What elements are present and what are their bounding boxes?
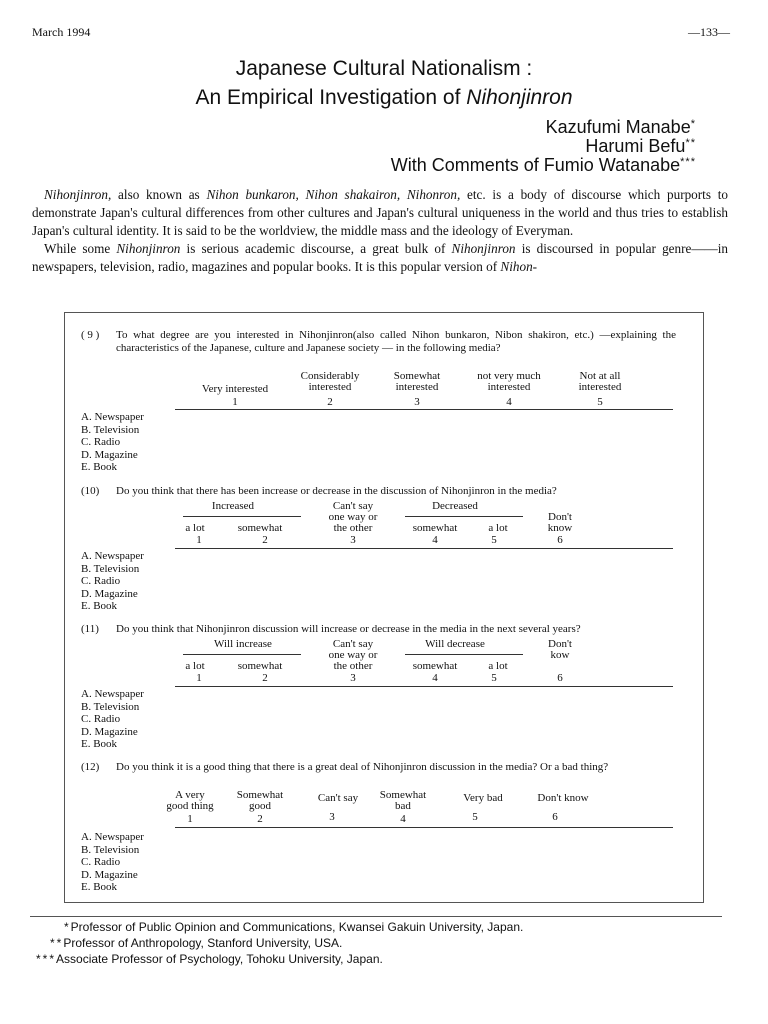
media-newspaper: A. Newspaper [81, 688, 144, 700]
q11-group-increase: Will increase [214, 638, 272, 650]
footnote-text: Associate Professor of Psychology, Tohoku University, Japan. [56, 952, 383, 966]
media-newspaper: A. Newspaper [81, 411, 144, 423]
q10-header-rule [175, 548, 673, 549]
footnote-mark: *** [36, 952, 57, 966]
q12-label-5: Very bad [463, 792, 503, 804]
media-radio: C. Radio [81, 575, 121, 588]
q11-sub-1: a lot [185, 660, 205, 672]
footnote-text: Professor of Anthropology, Stanford University, USA. [63, 936, 343, 950]
p2-segment: While some [44, 241, 117, 256]
q9-code-3: 3 [414, 396, 420, 408]
paper-title-line-2 [0, 86, 768, 110]
p2-segment: is serious academic discourse, a great bulk of [180, 241, 452, 256]
q9-text: To what degree are you interested in Nihonjinron(also called Nihon bunkaron, Nibon shakiron, etc.) —explaining the characteristics of the Japanese, culture and Japanese society — in the following media? [116, 329, 676, 354]
q11-middle-label: Can't say one way or the other [328, 638, 378, 672]
q11-increase-rule [183, 654, 301, 655]
media-television: B. Television [81, 700, 140, 713]
media-book: E. Book [81, 881, 118, 894]
q10-sub-5: a lot [488, 522, 508, 534]
q10-group-increased: Increased [211, 500, 255, 512]
media-newspaper: A. Newspaper [81, 550, 144, 562]
author-2 [585, 136, 696, 157]
q10-code-4: 4 [432, 534, 438, 546]
q11-last-label: Don't kow [548, 638, 572, 661]
footnote-mark: ** [50, 936, 64, 950]
q11-sub-4: somewhat [412, 660, 458, 672]
media-television: B. Television [81, 843, 140, 856]
q9-code-2: 2 [327, 396, 333, 408]
p1-segment: etc. is a body of discourse which purports to demonstrate Japan's cultural differences from other cultures and Japan's cultural uniqueness in the world and thus tries to establish Japan's cultural identity. It is said to be the worldview, the middle mass and the ideology of Everyman. [32, 187, 728, 238]
q12-media-list [81, 831, 144, 894]
paper-title-line-1: Japanese Cultural Nationalism : [235, 57, 533, 80]
q10-media-list [81, 550, 144, 613]
q10-text: Do you think that there has been increase or decrease in the discussion of Nihonjinron in the media? [116, 485, 557, 497]
q10-sub-1: a lot [185, 522, 205, 534]
q9-code-1: 1 [232, 396, 238, 408]
q10-code-5: 5 [491, 534, 497, 546]
q12-code-3: 3 [329, 811, 335, 823]
q12-label-4: Somewhat bad [379, 789, 427, 812]
p2-segment: is discoursed in popular genre——in newspapers, television, radio, magazines and popular books. It is this popular version of [32, 241, 728, 274]
page-number: —133— [688, 25, 730, 39]
author-3 [391, 155, 696, 176]
q11-media-list [81, 688, 144, 751]
q12-code-4: 4 [400, 813, 406, 825]
running-header-date: March 1994 [32, 25, 91, 39]
author-mark: * [690, 118, 696, 130]
q9-code-4: 4 [506, 396, 512, 408]
body-text [32, 186, 728, 276]
p2-segment: Nihonjinron [451, 241, 516, 256]
q9-label-3: Somewhat interested [393, 370, 441, 393]
footnote-3 [36, 952, 383, 966]
q11-number: (11) [81, 623, 99, 635]
media-book: E. Book [81, 738, 118, 751]
q10-sub-4: somewhat [412, 522, 458, 534]
footnote-mark: * [64, 920, 71, 934]
q10-code-1: 1 [196, 534, 202, 546]
q9-label-4: not very much interested [477, 370, 541, 393]
q10-code-3: 3 [350, 534, 356, 546]
q9-label-2: Considerably interested [300, 370, 360, 393]
q11-code-2: 2 [262, 672, 268, 684]
q12-label-2: Somewhat good [236, 789, 284, 812]
q12-code-2: 2 [257, 813, 263, 825]
footnote-rule [30, 916, 722, 917]
media-newspaper: A. Newspaper [81, 831, 144, 843]
media-book: E. Book [81, 461, 118, 474]
q10-decreased-rule [405, 516, 523, 517]
media-magazine: D. Magazine [81, 868, 138, 881]
media-magazine: D. Magazine [81, 725, 138, 738]
p1-segment: Nihonjinron, [44, 187, 112, 202]
q10-code-6: 6 [557, 534, 563, 546]
q11-code-6: 6 [557, 672, 563, 684]
p2-segment: Nihon- [500, 259, 538, 274]
p1-segment: Nihon bunkaron, Nihon shakairon, Nihonron, [206, 187, 461, 202]
q11-code-5: 5 [491, 672, 497, 684]
q9-code-5: 5 [597, 396, 603, 408]
media-radio: C. Radio [81, 713, 121, 726]
q10-last-label: Don't know [547, 511, 573, 534]
paragraph-1 [32, 186, 728, 240]
media-television: B. Television [81, 423, 140, 436]
q12-text: Do you think it is a good thing that there is a great deal of Nihonjinron discussion in the media? Or a bad thing? [116, 761, 609, 773]
author-1 [546, 117, 696, 138]
q11-code-3: 3 [350, 672, 356, 684]
q12-code-5: 5 [472, 811, 478, 823]
footnote-1 [64, 920, 523, 934]
author-name: With Comments of Fumio Watanabe [390, 155, 681, 175]
q11-sub-5: a lot [488, 660, 508, 672]
q12-code-6: 6 [552, 811, 558, 823]
p1-segment: also known as [111, 187, 207, 202]
q12-header-rule [175, 827, 673, 828]
footnote-2 [50, 936, 342, 950]
media-television: B. Television [81, 562, 140, 575]
q9-label-1: Very interested [201, 383, 269, 395]
media-radio: C. Radio [81, 436, 121, 449]
media-magazine: D. Magazine [81, 448, 138, 461]
q10-middle-label: Can't say one way or the other [328, 500, 378, 534]
media-radio: C. Radio [81, 856, 121, 869]
q12-label-6: Don't know [537, 792, 589, 804]
q11-code-4: 4 [432, 672, 438, 684]
footnote-text: Professor of Public Opinion and Communications, Kwansei Gakuin University, Japan. [70, 920, 524, 934]
q11-group-decrease: Will decrease [425, 638, 485, 650]
media-book: E. Book [81, 600, 118, 613]
q10-group-decreased: Decreased [432, 500, 478, 512]
q9-label-5: Not at all interested [578, 370, 622, 393]
p2-segment: Nihonjinron [116, 241, 181, 256]
q11-decrease-rule [405, 654, 523, 655]
media-magazine: D. Magazine [81, 587, 138, 600]
q10-sub-2: somewhat [237, 522, 283, 534]
q10-number: (10) [81, 485, 100, 497]
q12-label-1: A very good thing [166, 789, 214, 812]
author-mark: ** [685, 137, 696, 149]
q11-text: Do you think that Nihonjinron discussion will increase or decrease in the media in the next several years? [116, 623, 581, 635]
q11-sub-2: somewhat [237, 660, 283, 672]
q12-number: (12) [81, 761, 100, 773]
author-name: Harumi Befu [585, 136, 686, 156]
title-prefix: An Empirical Investigation of [195, 86, 467, 109]
paragraph-2 [32, 240, 728, 276]
author-mark: *** [680, 156, 696, 168]
q9-header-rule [175, 409, 673, 410]
author-name: Kazufumi Manabe [545, 117, 691, 137]
q12-code-1: 1 [187, 813, 193, 825]
q9-media-list [81, 411, 144, 474]
q10-code-2: 2 [262, 534, 268, 546]
q10-increased-rule [183, 516, 301, 517]
q12-label-3: Can't say [317, 792, 359, 804]
q9-number: ( 9 ) [81, 329, 100, 341]
q11-header-rule [175, 686, 673, 687]
q11-code-1: 1 [196, 672, 202, 684]
title-italic-term: Nihonjinron [466, 86, 573, 109]
questionnaire-box [64, 312, 704, 903]
